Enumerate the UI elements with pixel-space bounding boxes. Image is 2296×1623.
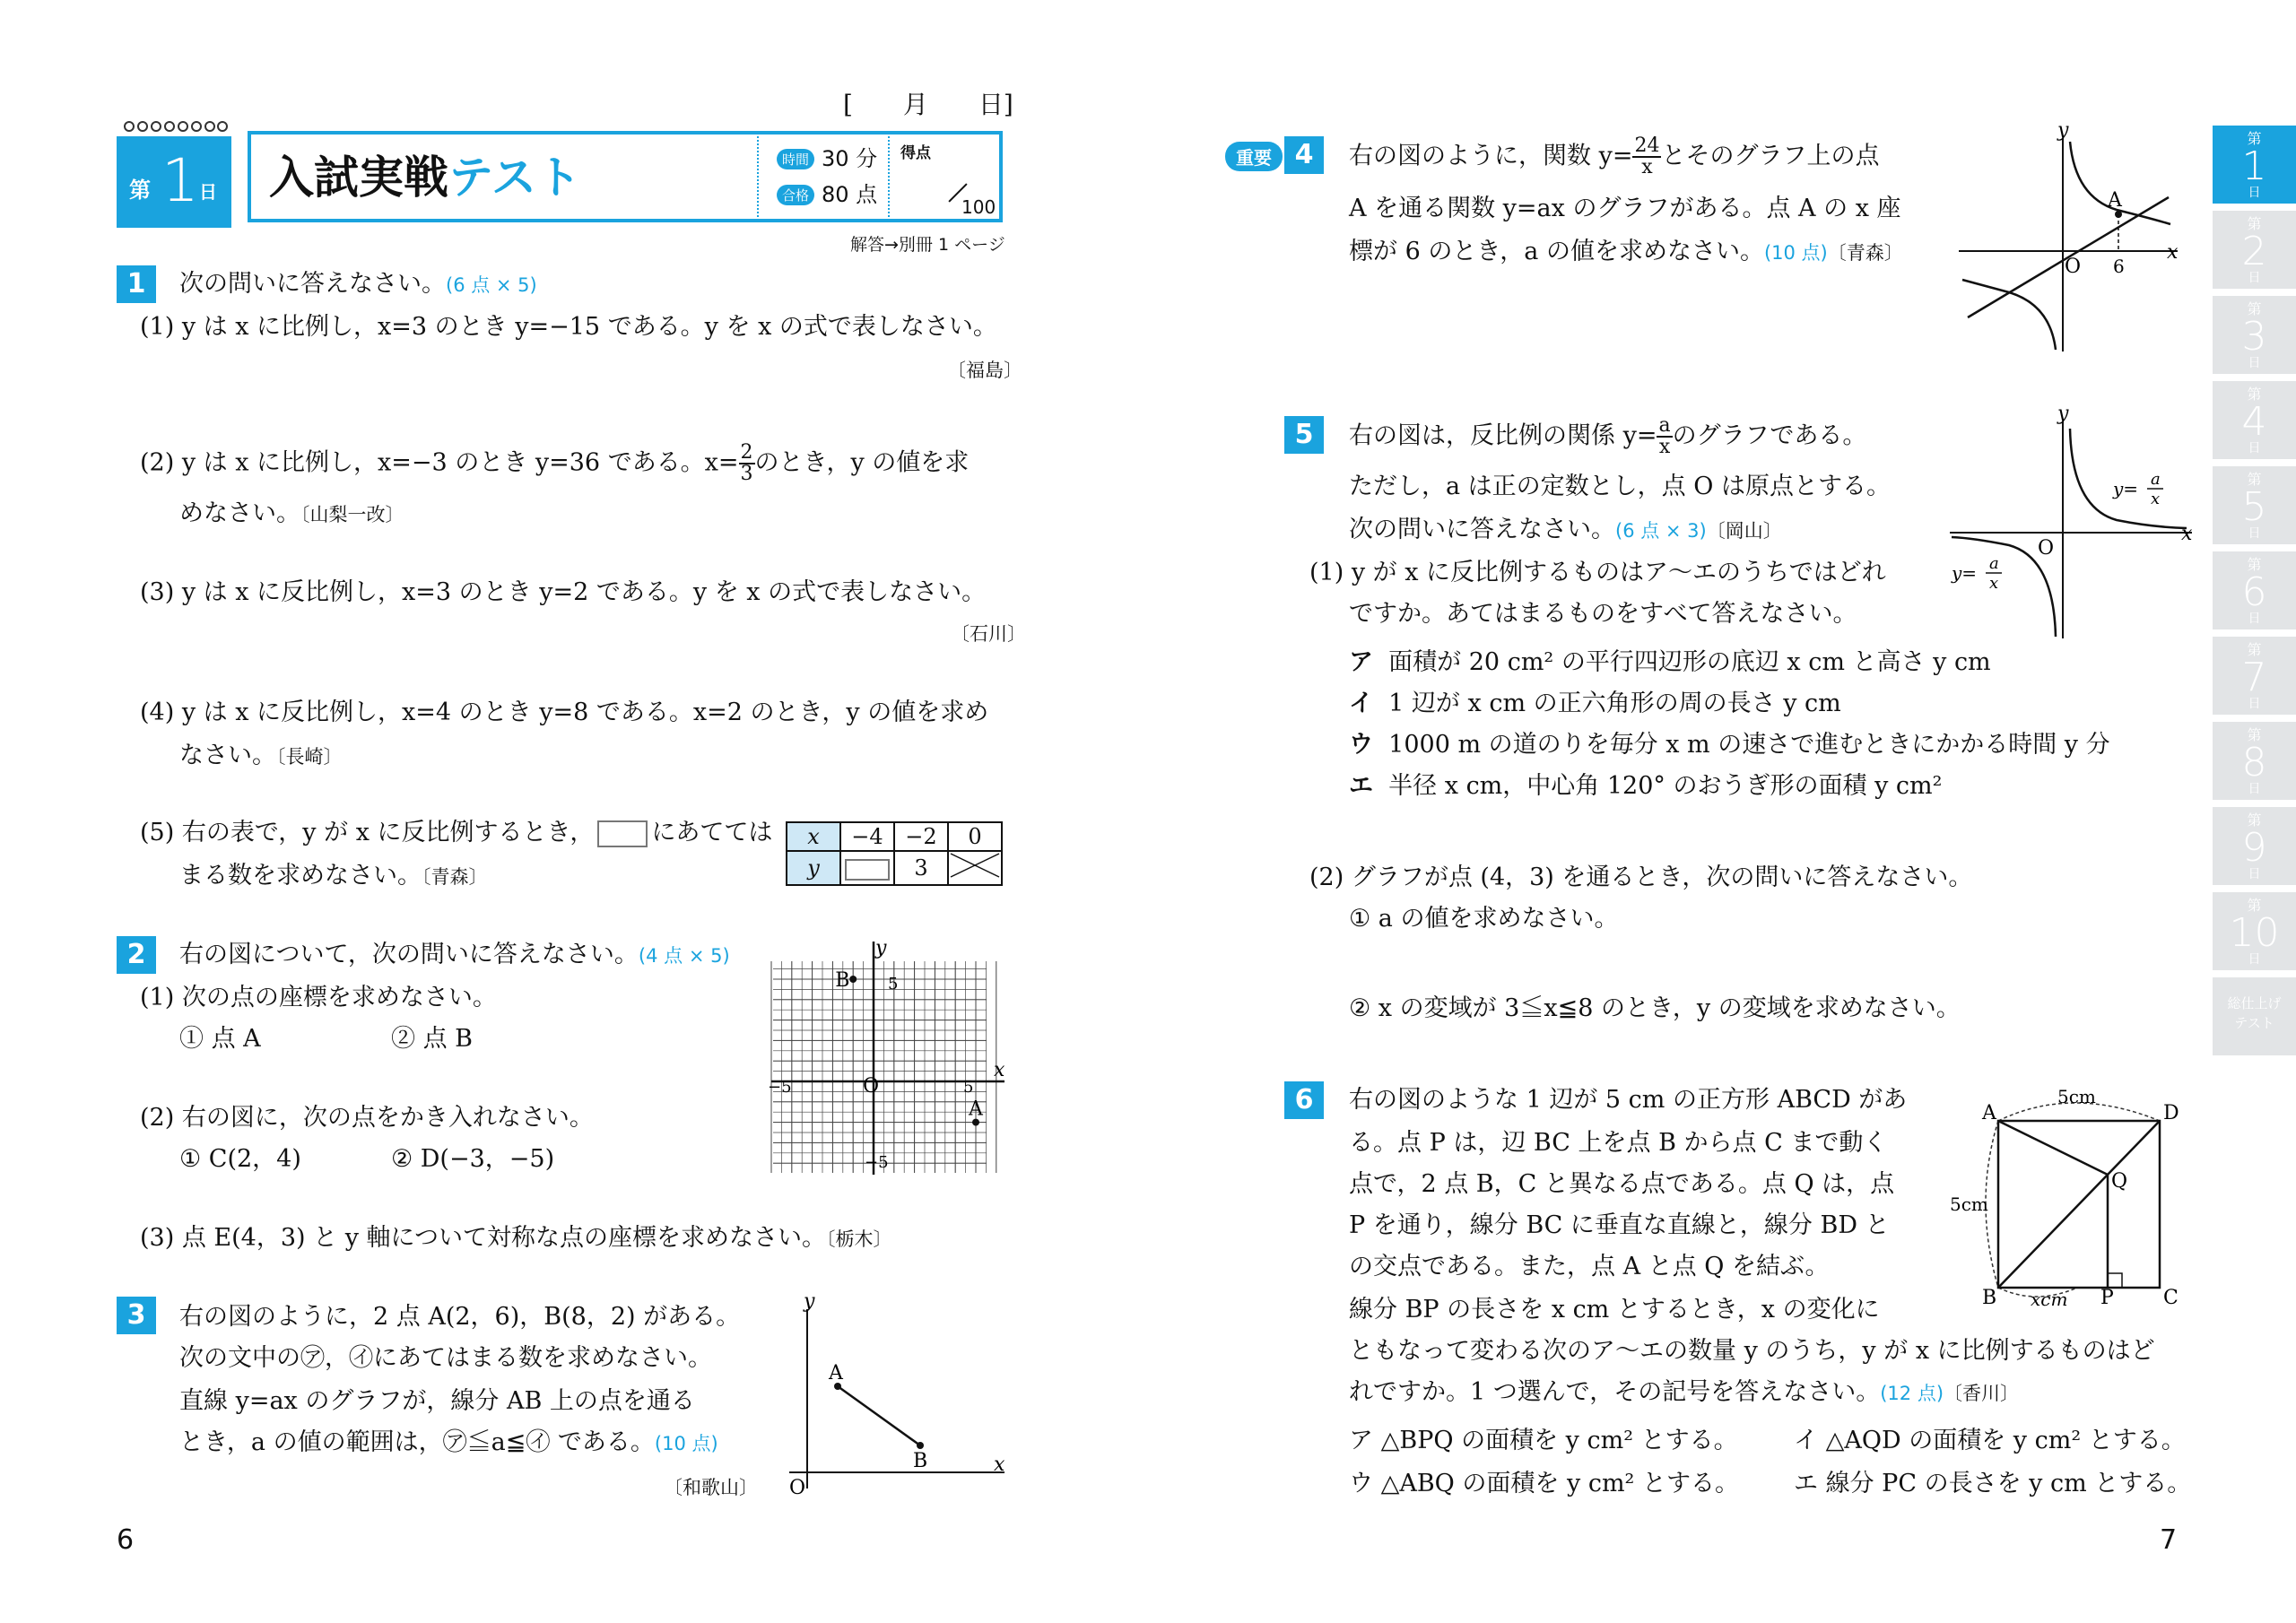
q2-prompt: 右の図について，次の問いに答えなさい。(4 点 × 5) [179,941,730,968]
question-3-number: 3 [117,1297,156,1334]
day-tab[interactable] [2213,466,2296,544]
day-tab-top: 第 [2247,641,2262,658]
q1-part5-source: 〔青森〕 [422,866,488,888]
vertex-c-label: C [2163,1287,2179,1309]
grid-tick-m5y: −5 [865,1153,889,1172]
grid-tick-5y: 5 [888,975,899,994]
q3-graph [780,1291,1013,1506]
q3-line2: 次の文中の㋐，㋑にあてはまる数を求めなさい。 [179,1344,712,1372]
proportion-table [786,821,1003,886]
question-2-number: 2 [117,936,156,974]
q3-x-label: x [994,1454,1005,1476]
q3-b-label: B [913,1450,928,1472]
square-figure [1937,1076,2197,1318]
table-head-y: y [787,851,840,885]
q5-part1: (1) y が x に反比例するものはア～エのうちではどれ [1309,559,1886,586]
day-tab-number: 9 [2241,825,2267,871]
q5-part1-cont: ですか。あてはまるものをすべて答えなさい。 [1349,600,1857,628]
q5-points: (6 点 × 3) [1615,520,1707,542]
segment-aq [1998,1121,2108,1175]
q6-line4: P を通り，線分 BC に垂直な直線と，線分 BD と [1349,1211,1890,1239]
q1-part2: (2) y は x に比例し，x=−3 のとき y=36 である。x= $\frac{2}{3}$ のとき，y の値を求 [140,441,970,485]
q3-line3: 直線 y=ax のグラフが，線分 AB 上の点を通る [179,1387,695,1415]
day-tab-top: 総仕上げ [2227,995,2282,1011]
q4-line3: 標が 6 のとき，a の値を求めなさい。(10 点)〔青森〕 [1349,238,1903,265]
q2-part3-source: 〔栃木〕 [826,1228,892,1250]
q5-graph [1946,409,2197,642]
day-tab-bottom: 日 [2248,186,2261,200]
page-number-left: 6 [117,1524,135,1556]
q6-line3: 点で，2 点 B，C と異なる点である。点 Q は，点 [1349,1170,1895,1198]
time-badge: 時間 [777,149,814,169]
q4-fraction: $\frac{24}{x}$ [1634,135,1660,178]
day-tab-number: 5 [2241,484,2267,530]
q5-source: 〔岡山〕 [1706,520,1782,542]
q1-part5-cont: まる数を求めなさい。〔青森〕 [179,862,488,890]
question-5-number: 5 [1284,416,1324,454]
q1-part1-source: 〔福島〕 [947,360,1022,381]
day-tab[interactable] [2213,807,2296,885]
day-tab[interactable] [2213,296,2296,374]
q6-source: 〔香川〕 [1944,1383,2020,1404]
vertex-b-label: B [1982,1287,1997,1309]
day-tab-top: 第 [2247,300,2262,317]
day-tab-top: 第 [2247,556,2262,573]
day-tab-bottom: 日 [2248,441,2261,456]
q6-option-e: エ 線分 PC の長さを y cm とする。 [1794,1470,2192,1497]
answer-reference: 解答→別冊 1 ページ [850,235,1005,255]
day-tab-top: 第 [2247,471,2262,488]
q2-part3: (3) 点 E(4，3) と y 軸について対称な点の座標を求めなさい。〔栃木〕 [140,1224,892,1252]
q6-option-i: イ △AQD の面積を y cm² とする。 [1794,1427,2186,1454]
q5-part2: (2) グラフが点 (4，3) を通るとき，次の問いに答えなさい。 [1309,864,1973,891]
q4-line2: A を通る関数 y=ax のグラフがある。点 A の x 座 [1349,195,1901,222]
q6-line5: の交点である。また，点 A と点 Q を結ぶ。 [1349,1253,1830,1280]
day-tab-top: 第 [2247,897,2262,914]
q3-y-label: y [804,1291,815,1313]
day-tab[interactable] [2213,977,2296,1055]
q5-line3: 次の問いに答えなさい。(6 点 × 3)〔岡山〕 [1349,516,1782,543]
q1-prompt: 次の問いに答えなさい。(6 点 × 5) [179,270,537,298]
day-tab-number: 10 [2229,910,2280,956]
spiral-icon [122,118,228,135]
grid-origin-label: O [863,1075,880,1098]
q1-part1: (1) y は x に比例し，x=3 のとき y=−15 である。y を x の式で表しなさい。 [140,313,997,341]
q5-part2-a: ① a の値を求めなさい。 [1349,905,1619,933]
q3-line1: 右の図のように，2 点 A(2，6)，B(8，2) がある。 [179,1303,741,1331]
q1-part4-source: 〔長崎〕 [276,746,343,768]
day-label-bottom: 日 [199,181,217,203]
day-tab[interactable] [2213,126,2296,204]
grid-tick-5x: 5 [963,1078,974,1097]
q5-option-i: イ 1 辺が x cm の正六角形の周の長さ y cm [1349,690,1841,717]
day-tab-bottom: 日 [2248,612,2261,626]
day-tab[interactable] [2213,551,2296,629]
q1-part2-cont: めなさい。〔山梨一改〕 [179,499,404,527]
day-tab-number: 3 [2241,314,2267,360]
title-box-edge [248,131,251,222]
diagonal-bd [1998,1121,2160,1288]
q5-line2: ただし，a は正の定数とし，点 O は原点とする。 [1349,473,1891,500]
title-divider-1 [757,136,759,217]
day-tab-bottom: テスト [2234,1015,2274,1031]
date-field[interactable]: [ 月 日] [843,90,1013,119]
day-tab-number: 6 [2241,569,2267,615]
q5-y-label: y [2057,409,2069,425]
grid-x-label: x [994,1059,1005,1081]
q4-6-label: 6 [2113,256,2125,277]
page-number-right: 7 [2160,1524,2178,1556]
important-badge: 重要 [1225,142,1283,171]
q1-part2-source: 〔山梨一改〕 [300,504,404,525]
day-tab-top: 第 [2247,386,2262,403]
day-tab-top: 第 [2247,215,2262,232]
q1-part4: (4) y は x に反比例し，x=4 のとき y=8 である。x=2 のとき，y の値を求め [140,699,989,726]
q6-line7: ともなって変わる次のア～エの数量 y のうち，y が x に比例するものはど [1349,1337,2155,1365]
q1-part2-fraction: $\frac{2}{3}$ [740,441,753,485]
point-q-label: Q [2111,1170,2128,1193]
q6-points: (12 点) [1880,1383,1944,1404]
q5-origin-label: O [2038,537,2055,560]
q4-origin-label: O [2065,256,2082,278]
q4-a-label: A [2108,189,2122,212]
question-1-number: 1 [117,265,156,303]
point-b-label: B [835,969,850,992]
answer-blank-box[interactable] [597,820,648,847]
q6-line6: 線分 BP の長さを x cm とするとき，x の変化に [1349,1296,1880,1324]
q1-part4-cont: なさい。〔長崎〕 [179,742,343,769]
q2-part1-b: ② 点 B [391,1025,474,1053]
score-total[interactable]: 100 [961,196,996,218]
q3-source: 〔和歌山〕 [664,1477,758,1498]
segment-ab [838,1386,920,1445]
q3-points: (10 点) [654,1433,718,1454]
q5-option-a: ア 面積が 20 cm² の平行四辺形の底辺 x cm と高さ y cm [1349,648,1991,676]
q5-x-label: x [2181,523,2193,545]
q1-part3-source: 〔石川〕 [951,623,1026,645]
side-top-label: 5cm [2057,1086,2096,1107]
q2-points: (4 点 × 5) [638,945,730,967]
table-cell: 3 [894,851,948,885]
q2-part2: (2) 右の図に，次の点をかき入れなさい。 [140,1104,594,1132]
day-tab-top: 第 [2247,726,2262,743]
question-6-number: 6 [1284,1081,1324,1119]
time-value: 30 分 [822,146,878,171]
day-tab-number: 7 [2241,655,2267,700]
table-cell: −2 [894,822,948,851]
side-left-label: 5cm [1950,1193,1988,1215]
point-b [849,976,857,983]
day-tab-bottom: 日 [2248,952,2261,967]
grid-tick-m5x: −5 [768,1078,792,1097]
q1-part5: (5) 右の表で，y が x に反比例するとき， にあてては [140,819,773,846]
q6-option-a: ア △BPQ の面積を y cm² とする。 [1349,1427,1738,1454]
right-angle-mark [2108,1273,2122,1288]
cross-icon [949,852,1001,879]
grid-y-label: y [875,937,887,959]
day-label-top: 第 [129,178,151,203]
point-p-label: P [2100,1287,2114,1309]
page-title [269,151,581,204]
day-tab-number: 8 [2241,740,2267,785]
vertex-a-label: A [1982,1102,1996,1124]
title-main: 入試実戦 [269,152,448,204]
q5-eq2-den: x [1989,574,1999,593]
q4-points: (10 点) [1763,242,1828,264]
vertex-d-label: D [2163,1102,2179,1124]
point-b [917,1442,924,1449]
q2-part2-a: ① C(2，4) [179,1145,301,1173]
q1-part3: (3) y は x に反比例し，x=3 のとき y=2 である。y を x の式で表しなさい。 [140,578,987,606]
day-tab-bottom: 日 [2248,356,2261,370]
day-tab-number: 1 [2241,143,2267,189]
q5-option-u: ウ 1000 m の道のりを毎分 x m の速さで進むときにかかる時間 y 分 [1349,731,2110,759]
day-tab-bottom: 日 [2248,867,2261,881]
table-cross-cell [948,851,1002,885]
title-divider-2 [888,136,890,217]
title-accent: テスト [448,152,581,204]
day-tab[interactable] [2213,637,2296,715]
q5-eq2-prefix: y= [1952,562,1978,584]
score-label: 得点 [900,144,931,162]
table-cell: 0 [948,822,1002,851]
q5-part2-b: ② x の変域が 3≦x≦8 のとき，y の変域を求めなさい。 [1349,994,1961,1022]
q2-part1-a: ① 点 A [179,1025,261,1053]
q3-line4: とき，a の値の範囲は，㋐≦a≦㋑ である。(10 点) [179,1428,718,1456]
coordinate-grid[interactable] [762,933,1013,1184]
q3-origin-label: O [789,1477,806,1499]
point-a-label: A [969,1098,983,1121]
q5-eq1-den: x [2151,490,2161,508]
q2-part1: (1) 次の点の座標を求めなさい。 [140,984,497,1011]
q4-graph [1955,126,2188,359]
day-tab[interactable] [2213,381,2296,459]
q5-eq2-num: a [1989,554,1999,573]
table-head-x: x [787,822,840,851]
q4-y-label: y [2057,126,2069,142]
table-cell: −4 [840,822,894,851]
day-tab-bottom: 日 [2248,526,2261,541]
day-tab-number: 4 [2241,399,2267,445]
q4-line1: 右の図のように，関数 y= $\frac{24}{x}$ とそのグラフ上の点 [1349,135,1880,178]
day-tab-bottom: 日 [2248,271,2261,285]
day-tab[interactable] [2213,892,2296,970]
q3-a-label: A [829,1362,843,1384]
day-tab[interactable] [2213,722,2296,800]
day-number: 1 [161,146,199,215]
q5-eq1-num: a [2151,470,2161,489]
q2-part2-b: ② D(−3，−5) [391,1145,555,1173]
q6-line8: れですか。1 つ選んで，その記号を答えなさい。(12 点)〔香川〕 [1349,1378,2020,1406]
day-tab-number: 2 [2241,229,2267,274]
q5-option-e: エ 半径 x cm，中心角 120° のおうぎ形の面積 y cm² [1349,772,1943,800]
day-tab-top: 第 [2247,130,2262,147]
q4-source: 〔青森〕 [1827,242,1903,264]
spiral-decoration [122,118,228,135]
day-tab-bottom: 日 [2248,697,2261,711]
day-tab[interactable] [2213,211,2296,289]
day-tab-top: 第 [2247,812,2262,829]
q5-fraction: $\frac{a}{x}$ [1658,414,1671,458]
q5-line1: 右の図は，反比例の関係 y= $\frac{a}{x}$ のグラフである。 [1349,414,1867,458]
q6-line2: る。点 P は，辺 BC 上を点 B から点 C まで動く [1349,1129,1888,1157]
q6-option-u: ウ △ABQ の面積を y cm² とする。 [1349,1470,1739,1497]
pass-badge: 合格 [777,185,814,205]
day-badge [117,136,231,228]
q1-points: (6 点 × 5) [446,274,537,296]
question-4-number: 4 [1284,136,1324,174]
day-tab-bottom: 日 [2248,782,2261,796]
side-bottom-label: xcm [2031,1289,2068,1310]
pass-value: 80 点 [822,182,878,207]
table-blank-cell[interactable] [840,851,894,885]
hyperbola-q3 [1962,280,2056,350]
q4-x-label: x [2167,241,2179,264]
q6-line1: 右の図のような 1 辺が 5 cm の正方形 ABCD があ [1349,1086,1908,1114]
q5-eq1-prefix: y= [2113,478,2139,499]
